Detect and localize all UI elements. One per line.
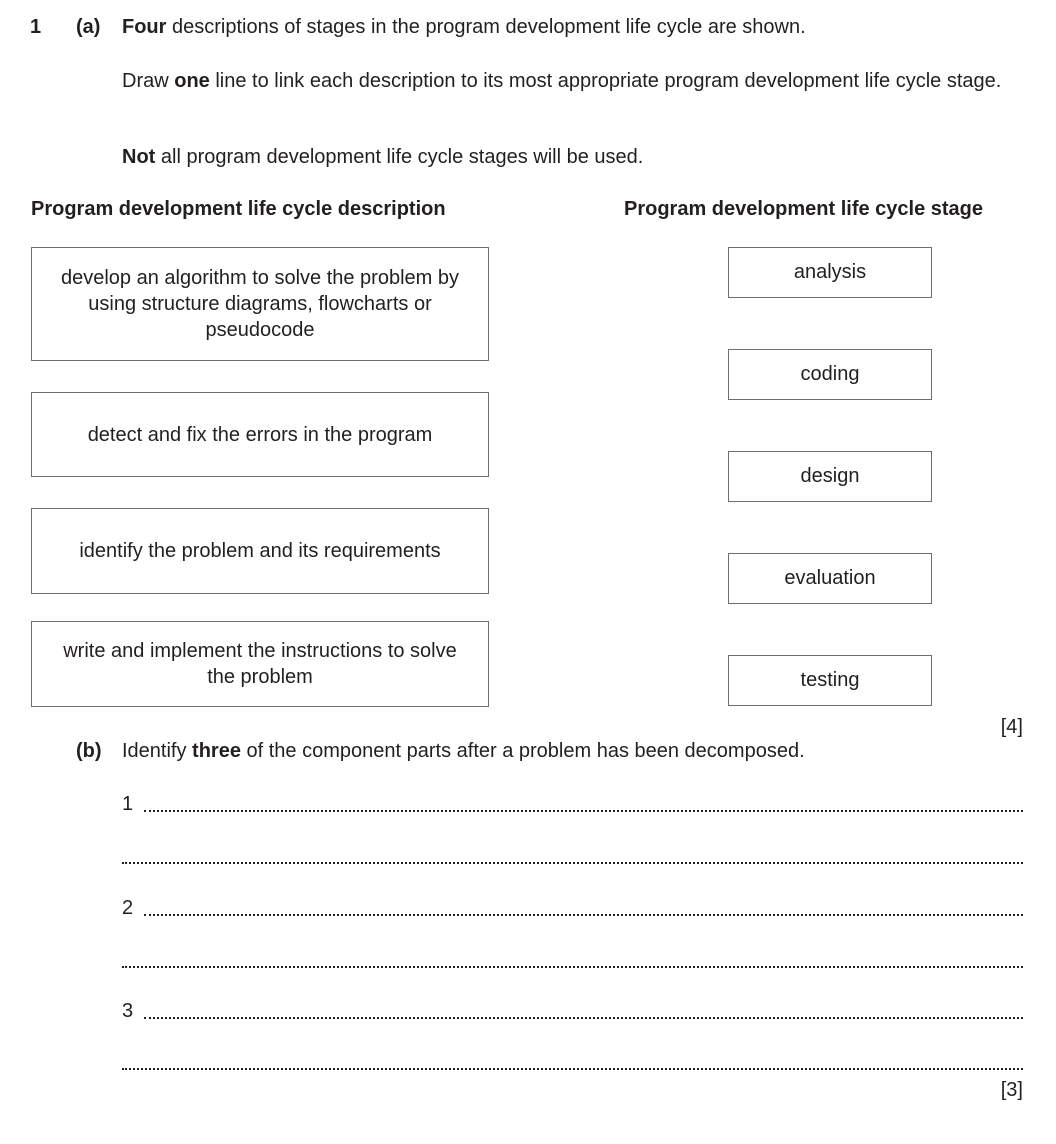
answer-line-2a[interactable]: [144, 914, 1023, 916]
stage-label: coding: [800, 363, 860, 385]
stage-label: design: [800, 465, 860, 487]
answer-line-1a[interactable]: [144, 810, 1023, 812]
stage-box-design[interactable]: [728, 451, 932, 502]
instruction-bold: one: [174, 70, 210, 92]
description-text: identify the problem and its requirements: [79, 540, 441, 562]
part-b-pre: Identify: [122, 740, 193, 762]
answer-number-3: 3: [122, 1000, 134, 1022]
description-text: detect and fix the errors in the program: [87, 423, 433, 446]
stage-box-analysis[interactable]: [728, 247, 932, 298]
answer-number-1: 1: [122, 793, 134, 815]
answer-line-2b[interactable]: [122, 966, 1023, 968]
description-column-heading: Program development life cycle description: [31, 198, 446, 220]
instruction-pre: Draw: [122, 70, 175, 92]
description-box-1[interactable]: [31, 247, 489, 361]
answer-line-1b[interactable]: [122, 862, 1023, 864]
stage-label: evaluation: [784, 567, 876, 589]
part-b-post: of the component parts after a problem has been decomposed.: [240, 740, 805, 762]
part-a-intro: [122, 16, 806, 39]
stage-box-testing[interactable]: [728, 655, 932, 706]
instruction-post: line to link each description to its most appropriate program development life cycle stage.: [209, 70, 1002, 92]
part-b-marks: [3]: [1000, 1079, 1023, 1101]
part-a-marks: [4]: [1000, 716, 1023, 738]
answer-line-3b[interactable]: [122, 1068, 1023, 1070]
note-bold: Not: [122, 146, 156, 168]
stage-label: testing: [800, 669, 860, 691]
question-number: 1: [30, 16, 42, 38]
answer-number-2: 2: [122, 897, 134, 919]
description-box-4[interactable]: [31, 621, 489, 707]
stage-column-heading: Program development life cycle stage: [624, 198, 984, 220]
stage-label: analysis: [793, 261, 867, 283]
stage-box-evaluation[interactable]: [728, 553, 932, 604]
description-text: write and implement the instructions to solve the problem: [63, 640, 457, 688]
part-a-instruction: [122, 68, 1032, 94]
part-a-label: (a): [76, 16, 101, 38]
part-b-bold: three: [192, 740, 241, 762]
intro-rest: descriptions of stages in the program development life cycle are shown.: [166, 16, 806, 38]
description-box-2[interactable]: [31, 392, 489, 477]
intro-bold: Four: [122, 16, 167, 38]
answer-line-3a[interactable]: [144, 1017, 1023, 1019]
description-box-3[interactable]: [31, 508, 489, 594]
part-b-question: [122, 740, 805, 763]
part-b-label: (b): [76, 740, 102, 762]
note-rest: all program development life cycle stages will be used.: [155, 146, 644, 168]
part-a-note: [122, 146, 643, 169]
stage-box-coding[interactable]: [728, 349, 932, 400]
description-text: develop an algorithm to solve the problem by using structure diagrams, flowcharts or pseudocode: [60, 267, 459, 341]
